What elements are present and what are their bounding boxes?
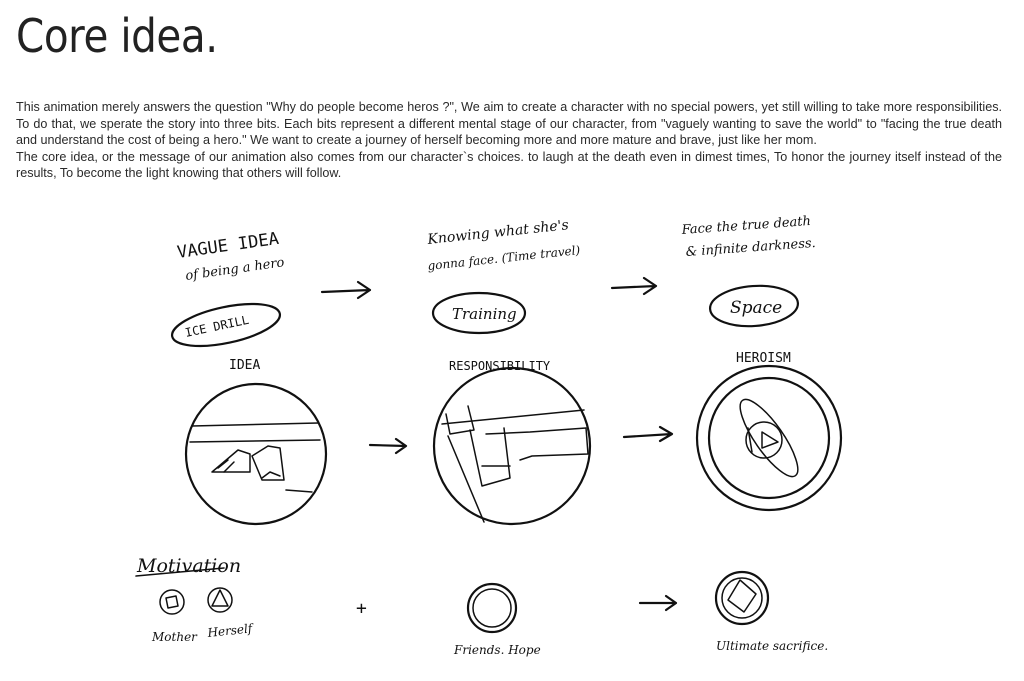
friends-hope-symbol: [468, 584, 516, 632]
stage-1-note-line1: VAGUE IDEA: [175, 228, 281, 263]
flow-arrows: [322, 278, 676, 610]
page-title: Core idea.: [16, 9, 218, 63]
paragraph-1: This animation merely answers the question "Why do people become heros ?", We aim to create a character with no special powers, yet still willing to take more responsibilities. To do that, we sperate the story into three bits. Each bits represent a different mental stage of our character, from "vaguely wanting to save the world" to "facing the true death and understand the cost of being a hero." We want to create a journey of herself becoming more and more mature and brave, just like her mom.: [16, 100, 1002, 148]
arrow-icon: [370, 439, 406, 453]
motivation-heading: Motivation: [137, 555, 242, 577]
description-text: [16, 99, 1002, 182]
stage-2-circle: [434, 368, 590, 524]
concept-sketch: [0, 210, 1024, 681]
stage-3-drawing: [731, 392, 807, 483]
stage-responsibility: [426, 217, 590, 524]
sacrifice-symbol: [716, 572, 768, 624]
stage-2-drawing: [442, 406, 588, 522]
stage-2-note-line1: Knowing what she's: [426, 217, 570, 248]
stage-3-note-line1: Face the true death: [681, 213, 812, 238]
stage-heroism: [680, 214, 841, 510]
stage-3-label: HEROISM: [736, 351, 791, 366]
arrow-icon: [640, 596, 676, 610]
arrow-icon: [612, 278, 656, 294]
stage-2-label: RESPONSIBILITY: [449, 359, 551, 373]
motivation-herself: Herself: [206, 621, 253, 640]
motivation-ultimate-sacrifice: Ultimate sacrifice.: [716, 639, 829, 653]
stage-1-note-line2: of being a hero: [184, 255, 286, 284]
motivation-section: [136, 555, 828, 657]
motivation-friends-hope: Friends. Hope: [454, 643, 541, 657]
stage-idea: [168, 229, 326, 524]
stage-1-label: IDEA: [229, 358, 261, 373]
stage-3-note-line2: & infinite darkness.: [685, 235, 817, 260]
stage-1-drawing: [190, 423, 320, 492]
stage-2-bubble-text: Training: [452, 305, 517, 323]
stage-3-bubble-text: Space: [730, 298, 783, 318]
stage-1-bubble-text: ICE DRILL: [183, 312, 251, 340]
arrow-icon: [322, 282, 370, 298]
arrow-icon: [624, 427, 672, 441]
plus-sign: +: [356, 598, 367, 619]
motivation-mother: Mother: [152, 630, 197, 644]
stage-2-note-line2: gonna face. (Time travel): [426, 243, 581, 273]
stage-3-inner-circle: [709, 378, 829, 498]
mother-symbol: [160, 590, 184, 614]
paragraph-2: The core idea, or the message of our animation also comes from our character`s choices. to laugh at the death even in dimest times, To honor the journey itself instead of the results, To become the light knowing that others will follow.: [16, 149, 1002, 181]
stage-3-outer-circle: [697, 366, 841, 510]
